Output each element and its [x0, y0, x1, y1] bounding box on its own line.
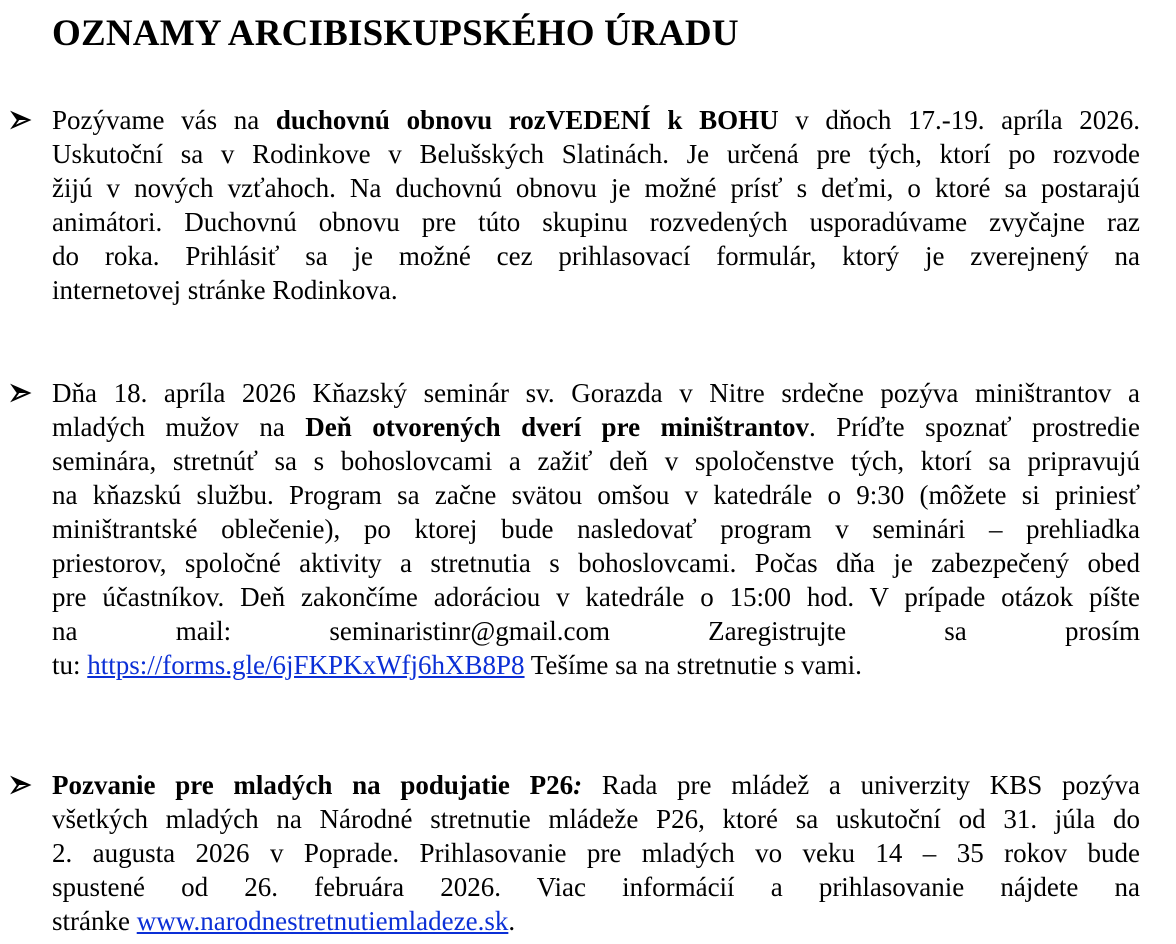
- text-line: [52, 546, 1140, 580]
- text-run: do roka. Prihlásiť sa je možné cez prihlasovací formulár, ktorý je zverejnený na: [52, 241, 1140, 271]
- arrowhead-bullet-icon: [10, 772, 32, 798]
- text-run: Rada pre mládež a univerzity KBS pozýva: [582, 770, 1140, 800]
- text-run: animátori. Duchovnú obnovu pre túto skupinu rozvedených usporadúvame zvyčajne raz: [52, 207, 1140, 237]
- bold-text: Deň otvorených dverí pre miništrantov: [305, 412, 809, 442]
- text-line: [52, 836, 1140, 870]
- text-line: [52, 239, 1140, 273]
- text-run: 2. augusta 2026 v Poprade. Prihlasovanie pre mladých vo veku 14 – 35 rokov bude: [52, 838, 1140, 868]
- text-line: [52, 273, 1140, 307]
- text-run: Dňa 18. apríla 2026 Kňazský seminár sv. Gorazda v Nitre srdečne pozýva miništrantov a: [52, 378, 1140, 408]
- text-line: [52, 444, 1140, 478]
- link[interactable]: www.narodnestretnutiemladeze.sk: [136, 906, 509, 936]
- text-line: [52, 512, 1140, 546]
- text-run: miništrantské oblečenie), po ktorej bude nasledovať program v seminári – prehliadka: [52, 514, 1140, 544]
- text-line: [52, 802, 1140, 836]
- text-line: [52, 103, 1140, 137]
- text-line: [52, 768, 1140, 802]
- text-line: [52, 376, 1140, 410]
- text-run: seminára, stretnúť sa s bohoslovcami a zažiť deň v spoločenstve tých, ktorí sa pripravujú: [52, 446, 1140, 476]
- text-run: stránke: [52, 906, 137, 936]
- text-run: .: [508, 906, 516, 936]
- text-run: pre účastníkov. Deň zakončíme adoráciou v katedrále o 15:00 hod. V prípade otázok píšte: [52, 582, 1140, 612]
- text-line: [52, 205, 1140, 239]
- text-line: [52, 648, 1140, 682]
- text-line: [52, 410, 1140, 444]
- bold-text: duchovnú obnovu rozVEDENÍ k BOHU: [275, 105, 779, 135]
- text-run: . Príďte spoznať prostredie: [809, 412, 1140, 442]
- text-run: priestorov, spoločné aktivity a stretnutia s bohoslovcami. Počas dňa je zabezpečený obed: [52, 548, 1140, 578]
- text-line: [52, 904, 1140, 938]
- text-run: na kňazskú službu. Program sa začne svätou omšou v katedrále o 9:30 (môžete si priniesť: [52, 480, 1140, 510]
- text-run: spustené od 26. februára 2026. Viac informácií a prihlasovanie nájdete na: [52, 872, 1140, 902]
- arrowhead-bullet-icon: [10, 380, 32, 406]
- text-line: [52, 171, 1140, 205]
- announcement-text: [52, 376, 1140, 682]
- text-run: tu:: [52, 650, 88, 680]
- page-title: OZNAMY ARCIBISKUPSKÉHO ÚRADU: [52, 13, 739, 54]
- text-line: [52, 478, 1140, 512]
- announcement-text: [52, 103, 1140, 307]
- text-line: [52, 137, 1140, 171]
- announcement-text: [52, 768, 1140, 938]
- text-run: na mail: seminaristinr@gmail.com Zaregistrujte sa prosím: [52, 616, 1140, 646]
- bold-text: Pozvanie pre mladých na podujatie P26: [52, 770, 574, 800]
- text-run: Pozývame vás na: [52, 105, 276, 135]
- text-run: všetkých mladých na Národné stretnutie mládeže P26, ktoré sa uskutoční od 31. júla do: [52, 804, 1140, 834]
- arrowhead-bullet-icon: [10, 107, 32, 133]
- text-line: [52, 580, 1140, 614]
- text-run: v dňoch 17.-19. apríla 2026.: [778, 105, 1140, 135]
- bold-text: :: [573, 770, 583, 800]
- text-run: internetovej stránke Rodinkova.: [52, 275, 398, 305]
- link[interactable]: https://forms.gle/6jFKPKxWfj6hXB8P8: [87, 650, 525, 680]
- text-line: [52, 870, 1140, 904]
- text-run: žijú v nových vzťahoch. Na duchovnú obnovu je možné prísť s deťmi, o ktoré sa postarajú: [52, 173, 1140, 203]
- text-run: mladých mužov na: [52, 412, 306, 442]
- text-line: [52, 614, 1140, 648]
- text-run: Tešíme sa na stretnutie s vami.: [524, 650, 862, 680]
- text-run: Uskutoční sa v Rodinkove v Belušských Slatinách. Je určená pre tých, ktorí po rozvode: [52, 139, 1140, 169]
